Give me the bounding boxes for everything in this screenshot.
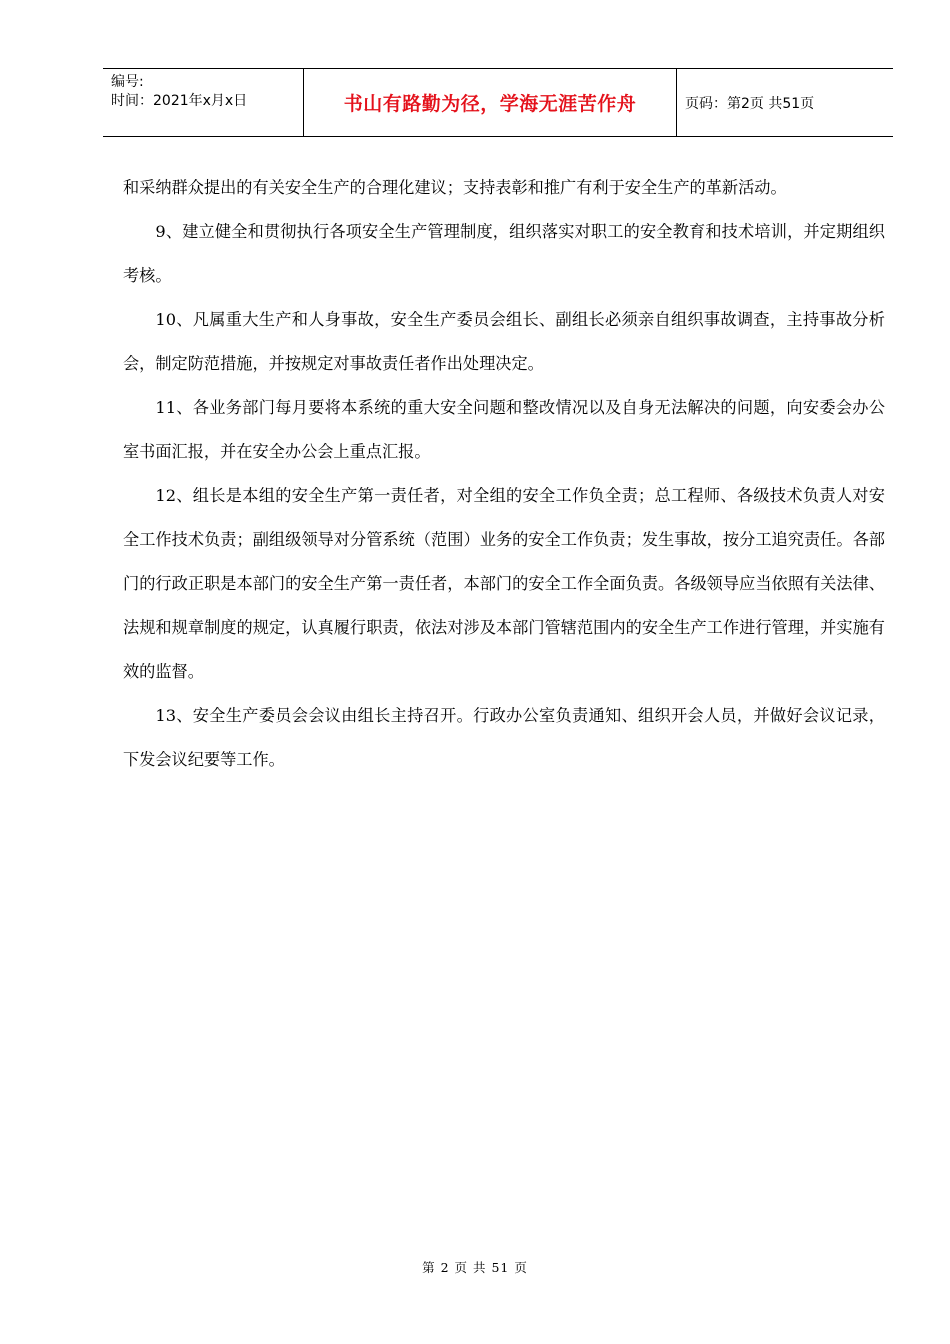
paragraph-item-13: 13、安全生产委员会会议由组长主持召开。行政办公室负责通知、组织开会人员，并做好会议记录，下发会议纪要等工作。 — [123, 706, 885, 769]
header-motto: 书山有路勤为径，学海无涯苦作舟 — [303, 69, 677, 136]
paragraph-item-12: 12、组长是本组的安全生产第一责任者，对全组的安全工作负全责；总工程师、各级技术负责人对安全工作技术负责；副组级领导对分管系统（范围）业务的安全工作负责；发生事故，按分工追究责任。各部门的行政正职是本部门的安全生产第一责任者，本部门的安全工作全面负责。各级领导应当依照有关法律、法规和规章制度的规定，认真履行职责，依法对涉及本部门管辖范围内的安全生产工作进行管理，并实施有效的监督。 — [123, 486, 885, 681]
paragraph-item-9: 9、建立健全和贯彻执行各项安全生产管理制度，组织落实对职工的安全教育和技术培训，并定期组织考核。 — [123, 222, 885, 285]
page-footer — [0, 1258, 950, 1276]
paragraph-item-11: 11、各业务部门每月要将本系统的重大安全问题和整改情况以及自身无法解决的问题，向安委会办公室书面汇报，并在安全办公会上重点汇报。 — [123, 398, 885, 461]
page-header — [103, 68, 893, 137]
number-label: 编号: — [111, 74, 144, 90]
time-label: 时间：2021年x月x日 — [111, 93, 248, 109]
footer-page-label: 第 2 页 共 51 页 — [422, 1260, 528, 1275]
paragraph-continuation: 和采纳群众提出的有关安全生产的合理化建议；支持表彰和推广有利于安全生产的革新活动。 — [123, 178, 787, 197]
header-info — [103, 69, 303, 136]
paragraph-item-10: 10、凡属重大生产和人身事故，安全生产委员会组长、副组长必须亲自组织事故调查，主持事故分析会，制定防范措施，并按规定对事故责任者作出处理决定。 — [123, 310, 885, 373]
header-page-code: 页码：第2页 共51页 — [685, 95, 815, 112]
document-body — [123, 166, 885, 782]
